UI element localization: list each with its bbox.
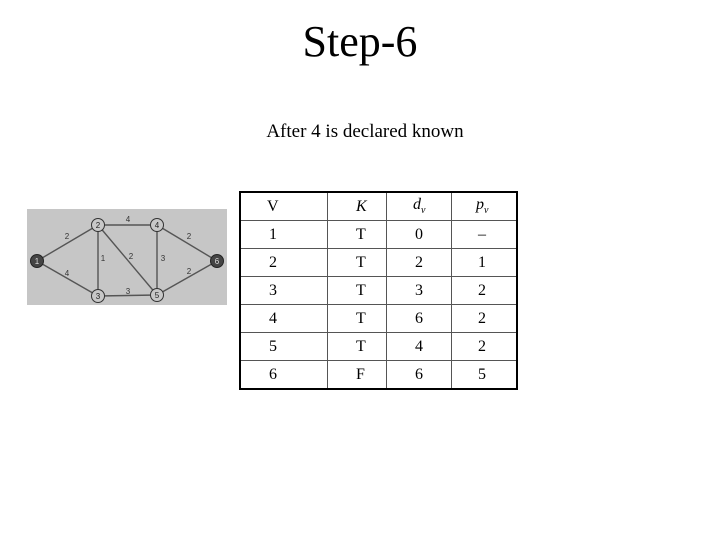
cell-k: F xyxy=(328,361,387,390)
cell-pv: – xyxy=(452,221,518,249)
cell-dv: 6 xyxy=(387,305,452,333)
slide-subtitle: After 4 is declared known xyxy=(266,121,464,142)
header-dv: $d_v$ xyxy=(387,192,452,221)
node-label-3: 3 xyxy=(95,292,101,301)
cell-v: 2 xyxy=(240,249,328,277)
weight-1-3: 4 xyxy=(64,269,70,278)
cell-k: T xyxy=(328,221,387,249)
weight-1-2: 2 xyxy=(64,232,70,241)
header-v: V xyxy=(240,192,328,221)
cell-k: T xyxy=(328,277,387,305)
cell-dv: 2 xyxy=(387,249,452,277)
cell-v: 4 xyxy=(240,305,328,333)
weight-2-3: 1 xyxy=(100,254,106,263)
weight-3-5: 3 xyxy=(125,287,131,296)
table-row xyxy=(240,305,517,333)
weight-4-5: 3 xyxy=(160,254,166,263)
cell-dv: 3 xyxy=(387,277,452,305)
cell-pv: 2 xyxy=(452,277,518,305)
weight-4-6: 2 xyxy=(186,232,192,241)
table-row xyxy=(240,249,517,277)
node-label-1: 1 xyxy=(34,257,40,266)
cell-pv: 5 xyxy=(452,361,518,390)
table-row xyxy=(240,361,517,390)
weight-5-6: 2 xyxy=(186,267,192,276)
cell-v: 6 xyxy=(240,361,328,390)
cell-v: 1 xyxy=(240,221,328,249)
node-label-5: 5 xyxy=(154,291,160,300)
cell-pv: 2 xyxy=(452,305,518,333)
cell-pv: 1 xyxy=(452,249,518,277)
dijkstra-table xyxy=(239,191,518,390)
slide-title: Step-6 xyxy=(302,17,418,66)
cell-dv: 6 xyxy=(387,361,452,390)
node-label-2: 2 xyxy=(95,221,101,230)
cell-dv: 0 xyxy=(387,221,452,249)
cell-k: T xyxy=(328,333,387,361)
table-row xyxy=(240,333,517,361)
cell-dv: 4 xyxy=(387,333,452,361)
cell-k: T xyxy=(328,249,387,277)
cell-k: T xyxy=(328,305,387,333)
node-label-4: 4 xyxy=(154,221,160,230)
table-header-row xyxy=(240,192,517,221)
header-k: K xyxy=(328,192,387,221)
cell-v: 5 xyxy=(240,333,328,361)
graph-photo xyxy=(27,209,227,305)
weight-2-4: 4 xyxy=(125,215,131,224)
weight-2-5: 2 xyxy=(128,252,134,261)
header-pv: $p_v$ xyxy=(452,192,518,221)
cell-pv: 2 xyxy=(452,333,518,361)
table-row xyxy=(240,277,517,305)
node-label-6: 6 xyxy=(214,257,220,266)
table-row xyxy=(240,221,517,249)
cell-v: 3 xyxy=(240,277,328,305)
